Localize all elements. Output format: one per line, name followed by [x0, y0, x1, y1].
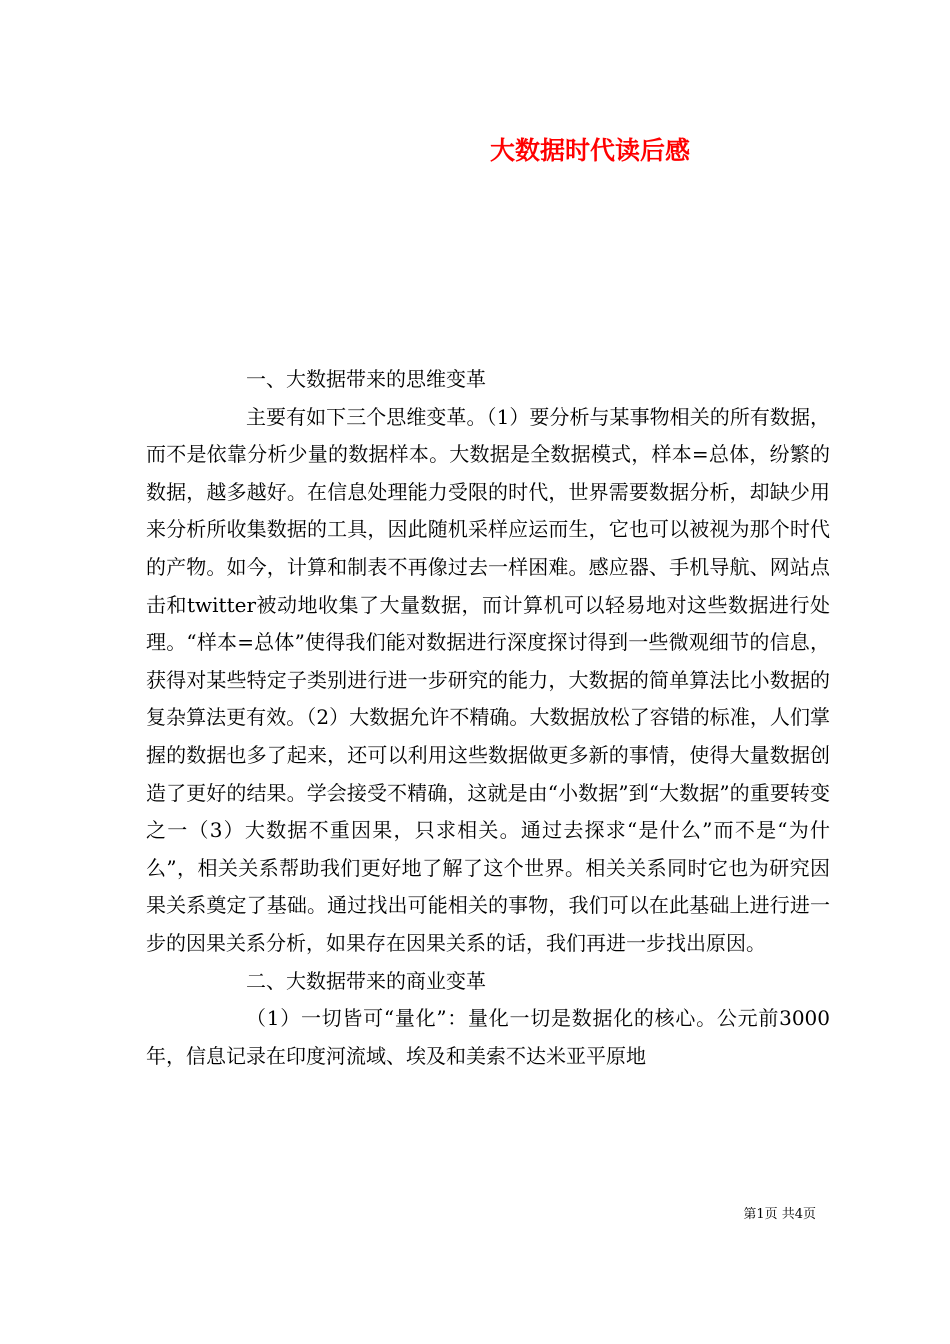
section-paragraph-2: （1）一切皆可“量化”：量化一切是数据化的核心。公元前3000年，信息记录在印度河流域、埃及和美索不达米亚平原地	[146, 1006, 830, 1068]
section-paragraph-1: 主要有如下三个思维变革。（1）要分析与某事物相关的所有数据，而不是依靠分析少量的数据样本。大数据是全数据模式，样本=总体，纷繁的数据，越多越好。在信息处理能力受限的时代，世界需要数据分析，却缺少用来分析所收集数据的工具，因此随机采样应运而生，它也可以被视为那个时代的产物。如今，计算和制表不再像过去一样困难。感应器、手机导航、网站点击和twitter被动地收集了大量数据，而计算机可以轻易地对这些数据进行处理。“样本=总体”使得我们能对数据进行深度探讨得到一些微观细节的信息，获得对某些特定子类别进行进一步研究的能力，大数据的简单算法比小数据的复杂算法更有效。（2）大数据允许不精确。大数据放松了容错的标准，人们掌握的数据也多了起来，还可以利用这些数据做更多新的事情，使得大量数据创造了更好的结果。学会接受不精确，这就是由“小数据”到“大数据”的重要转变之一（3）大数据不重因果，只求相关。通过去探求“是什么”而不是“为什么”，相关关系帮助我们更好地了解了这个世界。相关关系同时它也为研究因果关系奠定了基础。通过找出可能相关的事物，我们可以在此基础上进行进一步的因果关系分析，如果存在因果关系的话，我们再进一步找出原因。	[146, 404, 830, 955]
document-title: 大数据时代读后感	[489, 136, 690, 165]
document-body	[146, 361, 830, 1075]
section-heading-1: 一、大数据带来的思维变革	[246, 367, 486, 391]
page-number-footer: 第1页 共4页	[743, 1207, 816, 1222]
section-heading-2: 二、大数据带来的商业变革	[246, 968, 486, 993]
